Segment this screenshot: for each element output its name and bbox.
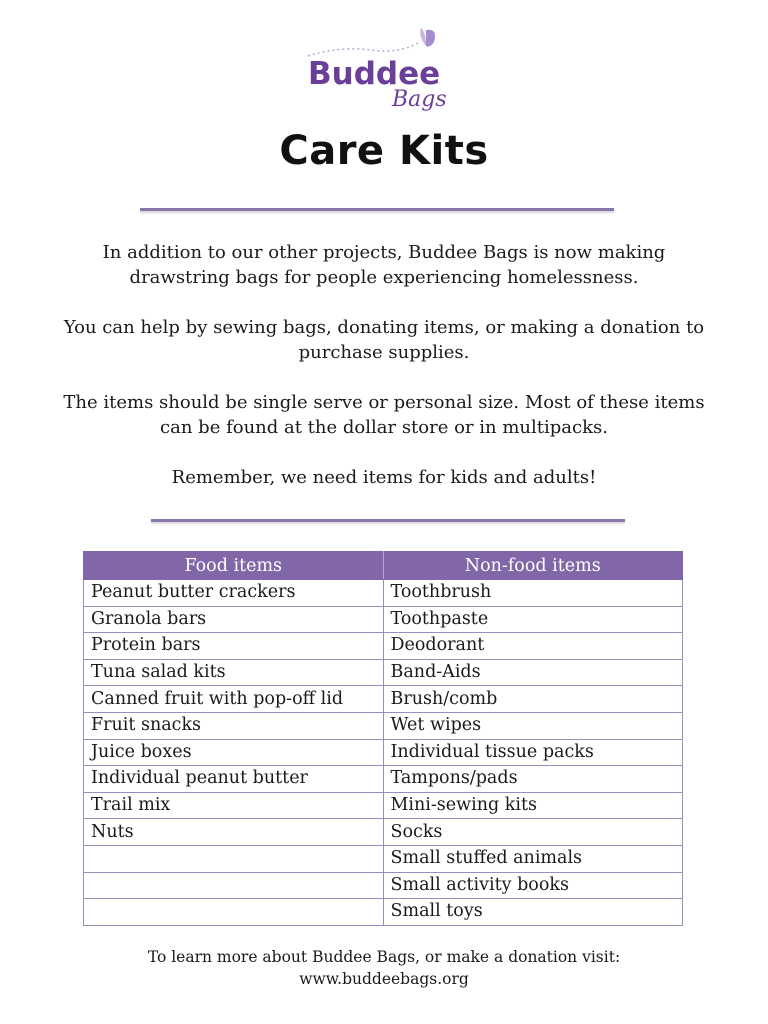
- intro-paragraph-1: In addition to our other projects, Buddee Bags is now making drawstring bags for people experiencing homelessness.: [102, 242, 666, 288]
- food-item-cell: [84, 899, 384, 926]
- header-non-food-items: Non-food items: [383, 552, 683, 580]
- food-item-cell: Canned fruit with pop-off lid: [84, 686, 384, 713]
- intro-text: [60, 240, 708, 515]
- non-food-item-cell: Toothpaste: [383, 606, 683, 633]
- table-row: [84, 899, 683, 926]
- food-item-cell: [84, 872, 384, 899]
- items-table: [83, 551, 683, 926]
- divider-top: [140, 208, 614, 211]
- food-item-cell: Granola bars: [84, 606, 384, 633]
- non-food-item-cell: Tampons/pads: [383, 766, 683, 793]
- table-row: [84, 739, 683, 766]
- table-row: [84, 633, 683, 660]
- food-item-cell: Juice boxes: [84, 739, 384, 766]
- food-item-cell: [84, 845, 384, 872]
- food-item-cell: Protein bars: [84, 633, 384, 660]
- non-food-item-cell: Wet wipes: [383, 712, 683, 739]
- food-item-cell: Fruit snacks: [84, 712, 384, 739]
- table-row: [84, 580, 683, 607]
- intro-paragraph-4: Remember, we need items for kids and adults!: [171, 467, 597, 488]
- non-food-item-cell: Band-Aids: [383, 659, 683, 686]
- intro-paragraph-2: You can help by sewing bags, donating items, or making a donation to purchase supplies.: [63, 317, 705, 363]
- footer-text: To learn more about Buddee Bags, or make a donation visit:: [147, 948, 621, 966]
- divider-middle: [151, 519, 625, 522]
- table-row: [84, 792, 683, 819]
- butterfly-icon: [420, 28, 435, 47]
- table-row: [84, 659, 683, 686]
- page-title: Care Kits: [279, 128, 489, 174]
- non-food-item-cell: Mini-sewing kits: [383, 792, 683, 819]
- table-body: [84, 580, 683, 926]
- non-food-item-cell: Small toys: [383, 899, 683, 926]
- non-food-item-cell: Deodorant: [383, 633, 683, 660]
- non-food-item-cell: Small activity books: [383, 872, 683, 899]
- logo-graphic: [300, 26, 470, 122]
- non-food-item-cell: Individual tissue packs: [383, 739, 683, 766]
- table-row: [84, 872, 683, 899]
- table-row: [84, 845, 683, 872]
- non-food-item-cell: Brush/comb: [383, 686, 683, 713]
- logo-text-bags: Bags: [392, 87, 447, 112]
- food-item-cell: Tuna salad kits: [84, 659, 384, 686]
- non-food-item-cell: Toothbrush: [383, 580, 683, 607]
- food-item-cell: Nuts: [84, 819, 384, 846]
- buddee-bags-logo: [300, 26, 470, 122]
- footer-website-link[interactable]: www.buddeebags.org: [299, 970, 469, 988]
- footer: [0, 946, 768, 990]
- table-row: [84, 766, 683, 793]
- non-food-item-cell: Socks: [383, 819, 683, 846]
- butterfly-trail: [308, 42, 420, 56]
- food-item-cell: Trail mix: [84, 792, 384, 819]
- table-row: [84, 712, 683, 739]
- table-row: [84, 686, 683, 713]
- table-row: [84, 606, 683, 633]
- header-food-items: Food items: [84, 552, 384, 580]
- food-item-cell: Individual peanut butter: [84, 766, 384, 793]
- logo-text-buddee: Buddee: [308, 56, 441, 92]
- non-food-item-cell: Small stuffed animals: [383, 845, 683, 872]
- table-header-row: [84, 552, 683, 580]
- table-row: [84, 819, 683, 846]
- intro-paragraph-3: The items should be single serve or personal size. Most of these items can be found at the dollar store or in multipacks.: [63, 392, 705, 438]
- food-item-cell: Peanut butter crackers: [84, 580, 384, 607]
